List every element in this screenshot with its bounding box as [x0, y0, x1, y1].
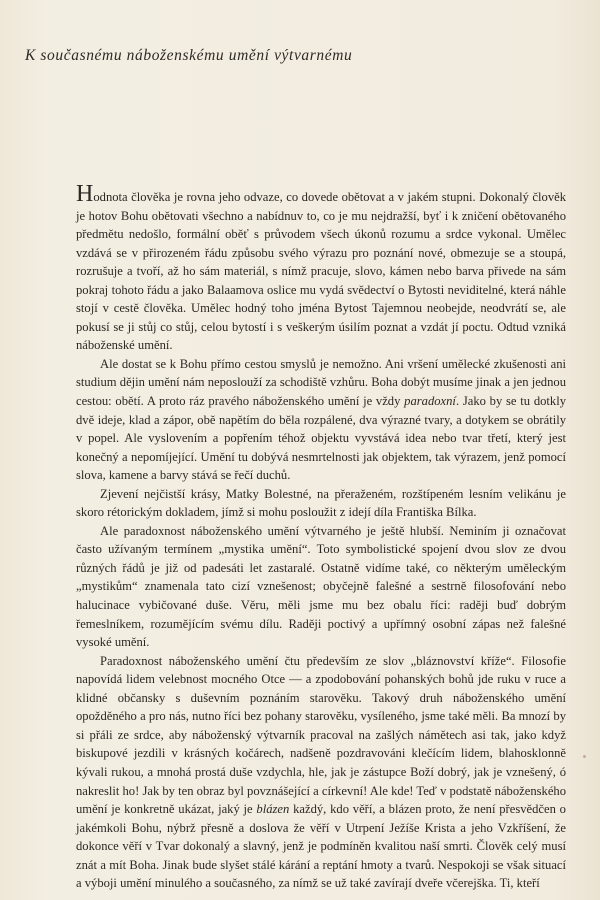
paragraph-2-text-b: . Jako by se tu dotkly dvě ideje, klad a zápor, obě napětím do běla rozpálené, dva výrazné tvary, a dotykem se obrátily v popel. Ale vyslovením a popřením téhož objektu vyvstává idea nebo tvar třetí, který jest konečný a nepomíjející. Umění tu dobývá nesmrtelnosti jak objektem, tak výrazem, jenž pomocí slova, kamene a barvy stává se řečí duchů. [76, 394, 567, 483]
paragraph-5 [76, 652, 566, 893]
paragraph-5-text-b: každý, kdo věří, a blázen proto, že není přesvědčen o jakémkoli Bohu, nýbrž přesně a doslova že věří v Utrpení Ježíše Krista a jeho Vzkříšení, že dokonce věří v Tvar dokonalý a slavný, jenž je podmíněn kvalitou naší smrti. Člověk celý musí znát a mít Boha. Jinak bude slyšet stálé kárání a reptání hmoty a tvarů. Nespokoji se však situací a výboji umění minulého a současného, za nímž se už také zavírají dveře včerejška. Ti, kteří [76, 802, 566, 891]
paragraph-5-text-a: Paradoxnost náboženského umění čtu především ze slov „bláznovství kříže“. Filosofie napovídá lidem velebnost mocného Otce — a zpodobování pohanských bohů jde ruku v ruce a klidné občansky s duševním poznáním starověku. Takový druh náboženského umění opožděného a pro nás, nutno říci bez pohany starověku, vysíleného, jsme také měli. Ba mnozí by si přáli ze srdce, aby náboženský výtvarník pracoval na zašlých námětech asi tak, jako když biskupové jezdili v krásných kočárech, nadšeně pozdravováni klečícím lidem, blahosklonně kývali rukou, a mnohá prostá duše vzdychla, hle, jak je zástupce Boží dobrý, jak je vznešený, ó nakreslit ho! Jak by ten obraz byl povznášející a církevní! Ale kde! Teď v podstatě náboženského umění je konkretně ukázat, jaký je [76, 653, 566, 817]
paragraph-1 [76, 181, 566, 355]
paragraph-1-text: odnota člověka je rovna jeho odvaze, co dovede obětovat a v jakém stupni. Dokonalý člověk je hotov Bohu obětovati všechno a nabídnuv to, co je mu nejdražší, byť i k zničení obětovaného předmětu nedošlo, formální oběť s průvodem všech úkonů rozumu a srdce vykonal. Umělec vzdává se v přirozeném řádu způsobu svého výrazu pro poznání nové, obmezuje se a stoupá, rozrušuje a tvoří, až ho sám materiál, s nímž pracuje, slovo, kámen nebo barva přivede na sám pokraj tohoto řádu a jako Balaamova oslice mu vydá svědectví o Bytosti neviditelné, která náhle stojí v cestě člověka. Umělec hodný toho jména Bytost Tajemnou neobejde, neodvrátí se, ale pokusí se ji stůj co stůj, celou bytostí i s veškerým úsilím poznat a vzdát jí poctu. Odtud vzniká náboženské umění. [76, 190, 566, 353]
drop-cap: H [76, 181, 94, 207]
paragraph-3-text: Zjevení nejčistší krásy, Matky Bolestné, na přeraženém, rozštípeném lesním velikánu je skoro rétorickým dokladem, jímž si mohu posloužit z idejí díla Františka Bílka. [76, 486, 566, 520]
paragraph-3 [76, 485, 566, 522]
paper-speck [583, 755, 586, 758]
paragraph-2-text-a: Ale dostat se k Bohu přímo cestou smyslů je nemožno. Ani vršení umělecké zkušenosti ani studium dějin umění nám neposlouží za schodiště vzhůru. Boha dobýt musíme jinak a jen jednou cestou: obětí. A proto ráz pravého náboženského umění je vždy [76, 356, 566, 409]
article-title: K současnému náboženskému umění výtvarnému [25, 47, 353, 64]
paragraph-2-italic: paradoxní [404, 394, 456, 409]
paragraph-4-text: Ale paradoxnost náboženského umění výtvarného je ještě hlubší. Neminím ji označovat často užívaným termínem „mystika umění“. Toto symbolistické spojení dvou slov ze dvou různých řádů je již od padesáti let zastaralé. Ostatně vidíme také, co některým uměleckým „mystikům“ znamenala tato cizí vznešenost; obyčejně falešné a sestrně filosofování nebo halucinace vybičované duše. Věru, měli jsme mu bez obalu říci: raději buď dobrým řemeslníkem, rozumějícím svému dílu. Raději poctivý a upřímný osobní zápas než falešné vysoké umění. [76, 523, 566, 650]
article-body [76, 181, 567, 893]
paragraph-2 [76, 355, 566, 485]
paragraph-4 [76, 522, 566, 652]
paragraph-5-italic: blázen [256, 802, 290, 817]
